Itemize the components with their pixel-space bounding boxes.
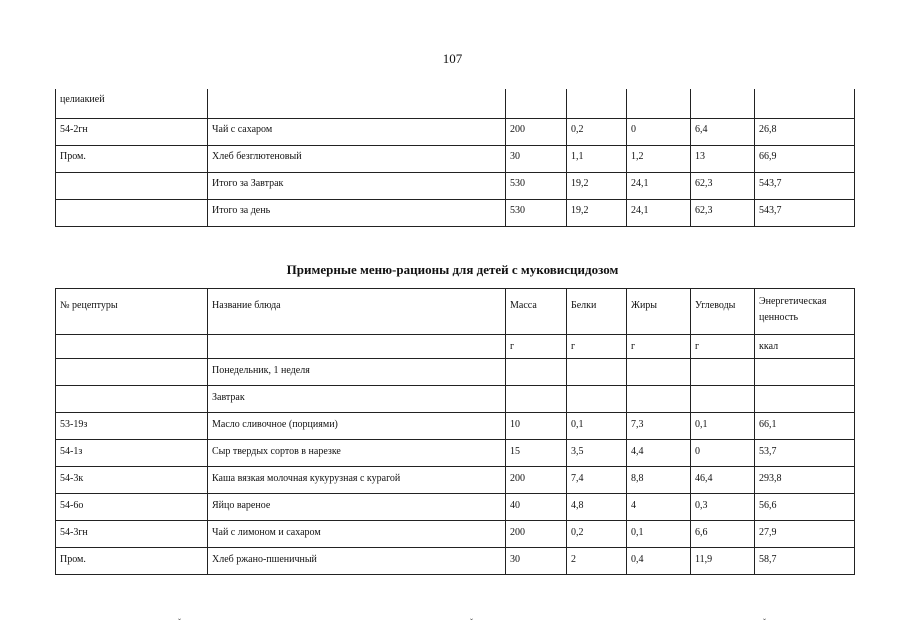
table-row (56, 118, 855, 145)
table-cell (755, 89, 855, 118)
table-row (56, 89, 855, 118)
table-cell: 0,3 (691, 494, 755, 521)
table-cell (567, 386, 627, 413)
table-cell: 54-3гн (56, 521, 208, 548)
table-cell (506, 359, 567, 386)
table-cell: 10 (506, 413, 567, 440)
table-cell: 4,8 (567, 494, 627, 521)
scan-mark: ˇ (763, 617, 766, 627)
table-row (56, 548, 855, 575)
table-cell (627, 89, 691, 118)
table-cell: 19,2 (567, 172, 627, 199)
table-cell: 8,8 (627, 467, 691, 494)
table-cell (208, 89, 506, 118)
table-cell: 3,5 (567, 440, 627, 467)
table-cell: 1,2 (627, 145, 691, 172)
table-cell: 54-1з (56, 440, 208, 467)
table-cell: Масло сливочное (порциями) (208, 413, 506, 440)
scan-mark: ˇ (470, 617, 473, 627)
table-cell: 0,2 (567, 118, 627, 145)
table-cell: 200 (506, 467, 567, 494)
table-cell: Каша вязкая молочная кукурузная с курагой (208, 467, 506, 494)
table-cell: 19,2 (567, 199, 627, 226)
table-cell: 2 (567, 548, 627, 575)
table-cell: Итого за день (208, 199, 506, 226)
unit-cell: ккал (755, 335, 855, 359)
table-cell: 6,6 (691, 521, 755, 548)
table-cell: 24,1 (627, 199, 691, 226)
table-cell: 15 (506, 440, 567, 467)
table-cell: 30 (506, 145, 567, 172)
table-cell: 543,7 (755, 199, 855, 226)
header-cell: Название блюда (208, 289, 506, 335)
table-row (56, 440, 855, 467)
table-cell: 200 (506, 118, 567, 145)
table-cell: 293,8 (755, 467, 855, 494)
table-cell (567, 89, 627, 118)
table-cell: 530 (506, 172, 567, 199)
table-cell (56, 172, 208, 199)
table-cell: Яйцо вареное (208, 494, 506, 521)
table-cell (506, 89, 567, 118)
table-cell (627, 386, 691, 413)
table-cell: 66,9 (755, 145, 855, 172)
table-cell: 0,2 (567, 521, 627, 548)
table-cell (506, 386, 567, 413)
table-cell: Пром. (56, 145, 208, 172)
unit-cell (56, 335, 208, 359)
header-cell: Белки (567, 289, 627, 335)
unit-cell: г (627, 335, 691, 359)
unit-cell: г (567, 335, 627, 359)
table-row (56, 199, 855, 226)
table-cell: 62,3 (691, 199, 755, 226)
unit-cell (208, 335, 506, 359)
table-row (56, 386, 855, 413)
table-cell: целиакией (56, 89, 208, 118)
table-cell: 1,1 (567, 145, 627, 172)
table-cell (755, 386, 855, 413)
table-cell: 56,6 (755, 494, 855, 521)
table-cell: Хлеб ржано-пшеничный (208, 548, 506, 575)
table-cell (691, 89, 755, 118)
table-cell: 54-3к (56, 467, 208, 494)
table-row (56, 413, 855, 440)
table-cell: Понедельник, 1 неделя (208, 359, 506, 386)
table-cell (567, 359, 627, 386)
table-cell: 13 (691, 145, 755, 172)
table-cell: 40 (506, 494, 567, 521)
menu-table (55, 288, 855, 575)
table-cell: Сыр твердых сортов в нарезке (208, 440, 506, 467)
table-row (56, 494, 855, 521)
header-row (56, 289, 855, 335)
header-cell: Масса (506, 289, 567, 335)
header-cell: Жиры (627, 289, 691, 335)
table-cell: 24,1 (627, 172, 691, 199)
table-cell: Пром. (56, 548, 208, 575)
table-cell: 30 (506, 548, 567, 575)
table-cell: 11,9 (691, 548, 755, 575)
table-row (56, 172, 855, 199)
table-row (56, 145, 855, 172)
table-row (56, 359, 855, 386)
header-cell: Энергетическая ценность (755, 289, 855, 335)
table-cell: 0,1 (627, 521, 691, 548)
table-cell: 0 (691, 440, 755, 467)
unit-cell: г (691, 335, 755, 359)
unit-cell: г (506, 335, 567, 359)
table-cell (56, 359, 208, 386)
table-cell: 200 (506, 521, 567, 548)
table-cell: Завтрак (208, 386, 506, 413)
table-cell: 4,4 (627, 440, 691, 467)
table-cell: 0,1 (567, 413, 627, 440)
table-cell (691, 386, 755, 413)
table-cell: 62,3 (691, 172, 755, 199)
table-cell (56, 199, 208, 226)
table-cell: 6,4 (691, 118, 755, 145)
table-cell: 58,7 (755, 548, 855, 575)
page-number: 107 (442, 51, 463, 66)
table-cell: 543,7 (755, 172, 855, 199)
section-title: Примерные меню-рационы для детей с муковисцидозом (286, 262, 619, 277)
units-row (56, 335, 855, 359)
continuation-table (55, 89, 855, 227)
table-cell: 66,1 (755, 413, 855, 440)
table-cell: 53-19з (56, 413, 208, 440)
header-cell: Углеводы (691, 289, 755, 335)
table-cell: 0,1 (691, 413, 755, 440)
table-cell: 0,4 (627, 548, 691, 575)
table-cell: 7,4 (567, 467, 627, 494)
table-cell (691, 359, 755, 386)
table-cell: 26,8 (755, 118, 855, 145)
table-cell: Чай с лимоном и сахаром (208, 521, 506, 548)
table-cell: 27,9 (755, 521, 855, 548)
table-row (56, 467, 855, 494)
table-cell: 4 (627, 494, 691, 521)
header-cell: № рецептуры (56, 289, 208, 335)
table-cell: 54-6о (56, 494, 208, 521)
table-cell: 7,3 (627, 413, 691, 440)
table-cell: 53,7 (755, 440, 855, 467)
table-cell: 54-2гн (56, 118, 208, 145)
table-cell (627, 359, 691, 386)
table-cell: Хлеб безглютеновый (208, 145, 506, 172)
table-row (56, 521, 855, 548)
scan-mark: ˇ (178, 617, 181, 627)
table-cell: Итого за Завтрак (208, 172, 506, 199)
table-cell (56, 386, 208, 413)
table-cell: 46,4 (691, 467, 755, 494)
table-cell: 0 (627, 118, 691, 145)
table-cell (755, 359, 855, 386)
table-cell: Чай с сахаром (208, 118, 506, 145)
table-cell: 530 (506, 199, 567, 226)
